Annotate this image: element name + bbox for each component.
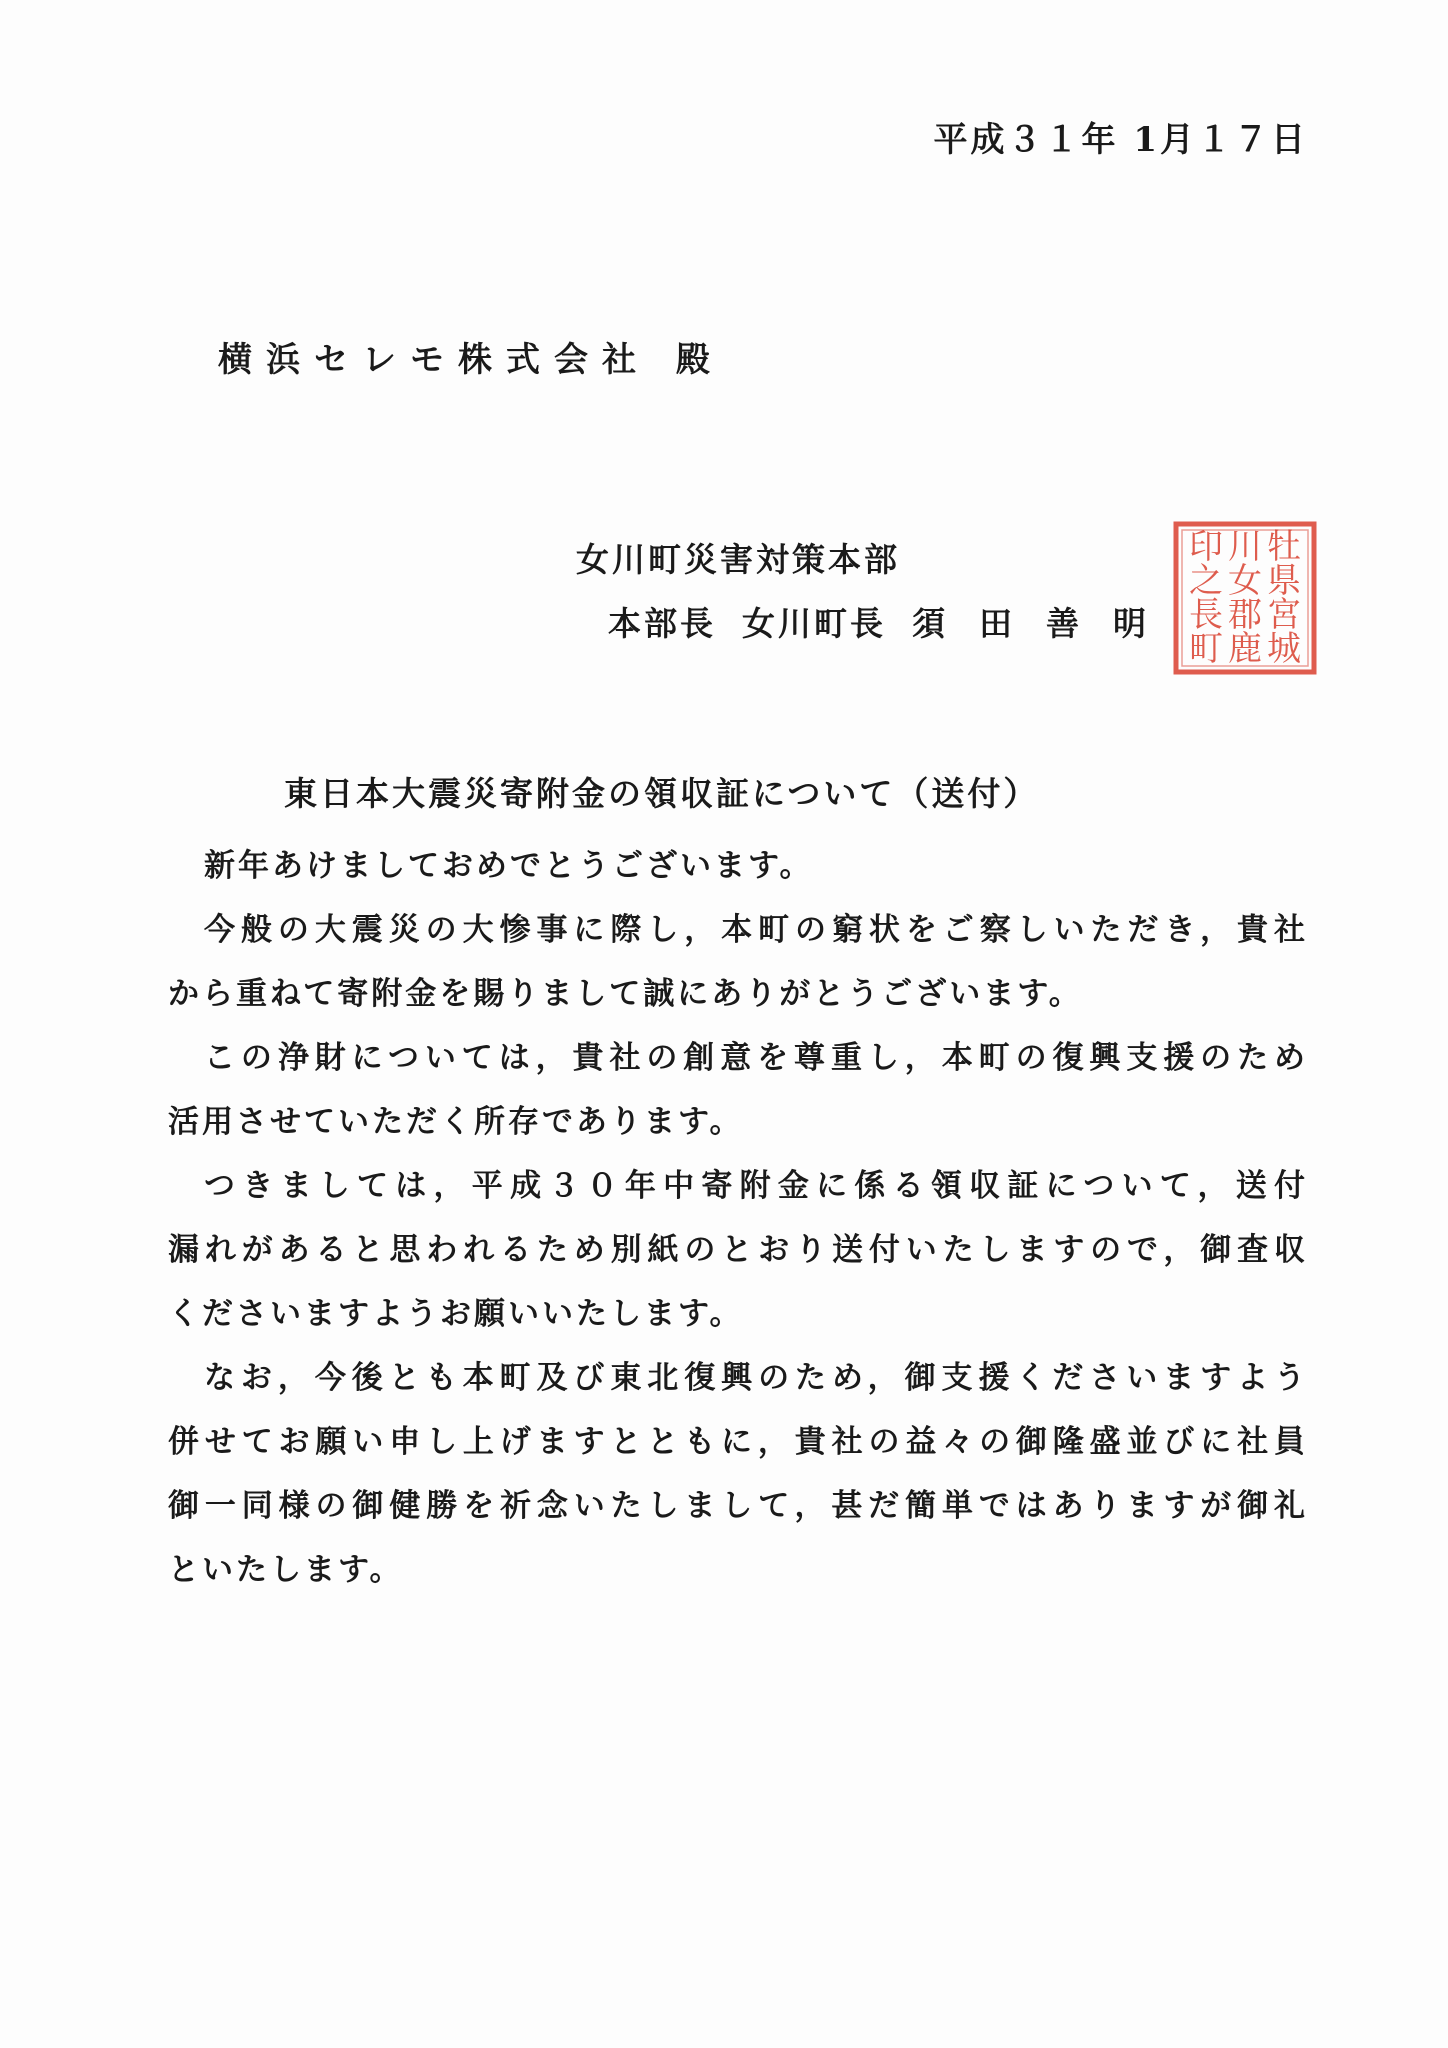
sender-organization: 女川町災害対策本部 [576,540,900,579]
seal-character: 長 [1189,595,1223,635]
seal-character: 県 [1267,561,1301,601]
body-line: 今般の大震災の大惨事に際し，本町の窮状をご察しいただき，貴社 [204,912,1308,948]
seal-character: 宮 [1267,595,1301,635]
sender-name: 須田善明 [912,604,1180,643]
seal-character: 川 [1228,527,1262,567]
body-line: 活用させていただく所存であります。 [168,1104,744,1140]
addressee-name: 横浜セレモ株式会社 殿 [218,340,724,380]
seal-character: 之 [1189,561,1223,601]
seal-character: 郡 [1228,595,1262,635]
seal-character: 鹿 [1228,629,1262,669]
body-line: くださいますようお願いいたします。 [168,1296,744,1332]
sender-position: 女川町長 [742,604,886,643]
body-line: この浄財については，貴社の創意を尊重し，本町の復興支援のため [204,1040,1308,1076]
body-line: 御一同様の御健勝を祈念いたしまして，甚だ簡単ではありますが御礼 [168,1488,1308,1524]
seal-character: 町 [1189,629,1223,669]
body-line: から重ねて寄附金を賜りまして誠にありがとうございます。 [168,976,1083,1012]
seal-icon [1172,520,1318,676]
body-line: といたします。 [168,1552,404,1588]
body-line: つきましては，平成３０年中寄附金に係る領収証について，送付 [204,1168,1308,1204]
sender-signature-line [608,598,1180,645]
letter-body [168,834,1308,1602]
seal-character: 城 [1267,629,1301,669]
sender-title: 本部長 [608,604,716,643]
body-line: なお，今後とも本町及び東北復興のため，御支援くださいますよう [204,1360,1308,1396]
body-line: 漏れがあると思われるため別紙のとおり送付いたしますので，御査収 [168,1232,1308,1268]
seal-character: 女 [1228,561,1262,601]
official-seal-stamp [1172,520,1318,676]
body-line: 併せてお願い申し上げますとともに，貴社の益々の御隆盛並びに社員 [168,1424,1308,1460]
seal-character: 印 [1189,527,1223,567]
body-line: 新年あけましておめでとうございます。 [204,848,814,884]
letter-subject: 東日本大震災寄附金の領収証について（送付） [284,774,1040,813]
letter-date: 平成３１年 1月１７日 [933,120,1308,160]
seal-character: 牡 [1267,527,1301,567]
